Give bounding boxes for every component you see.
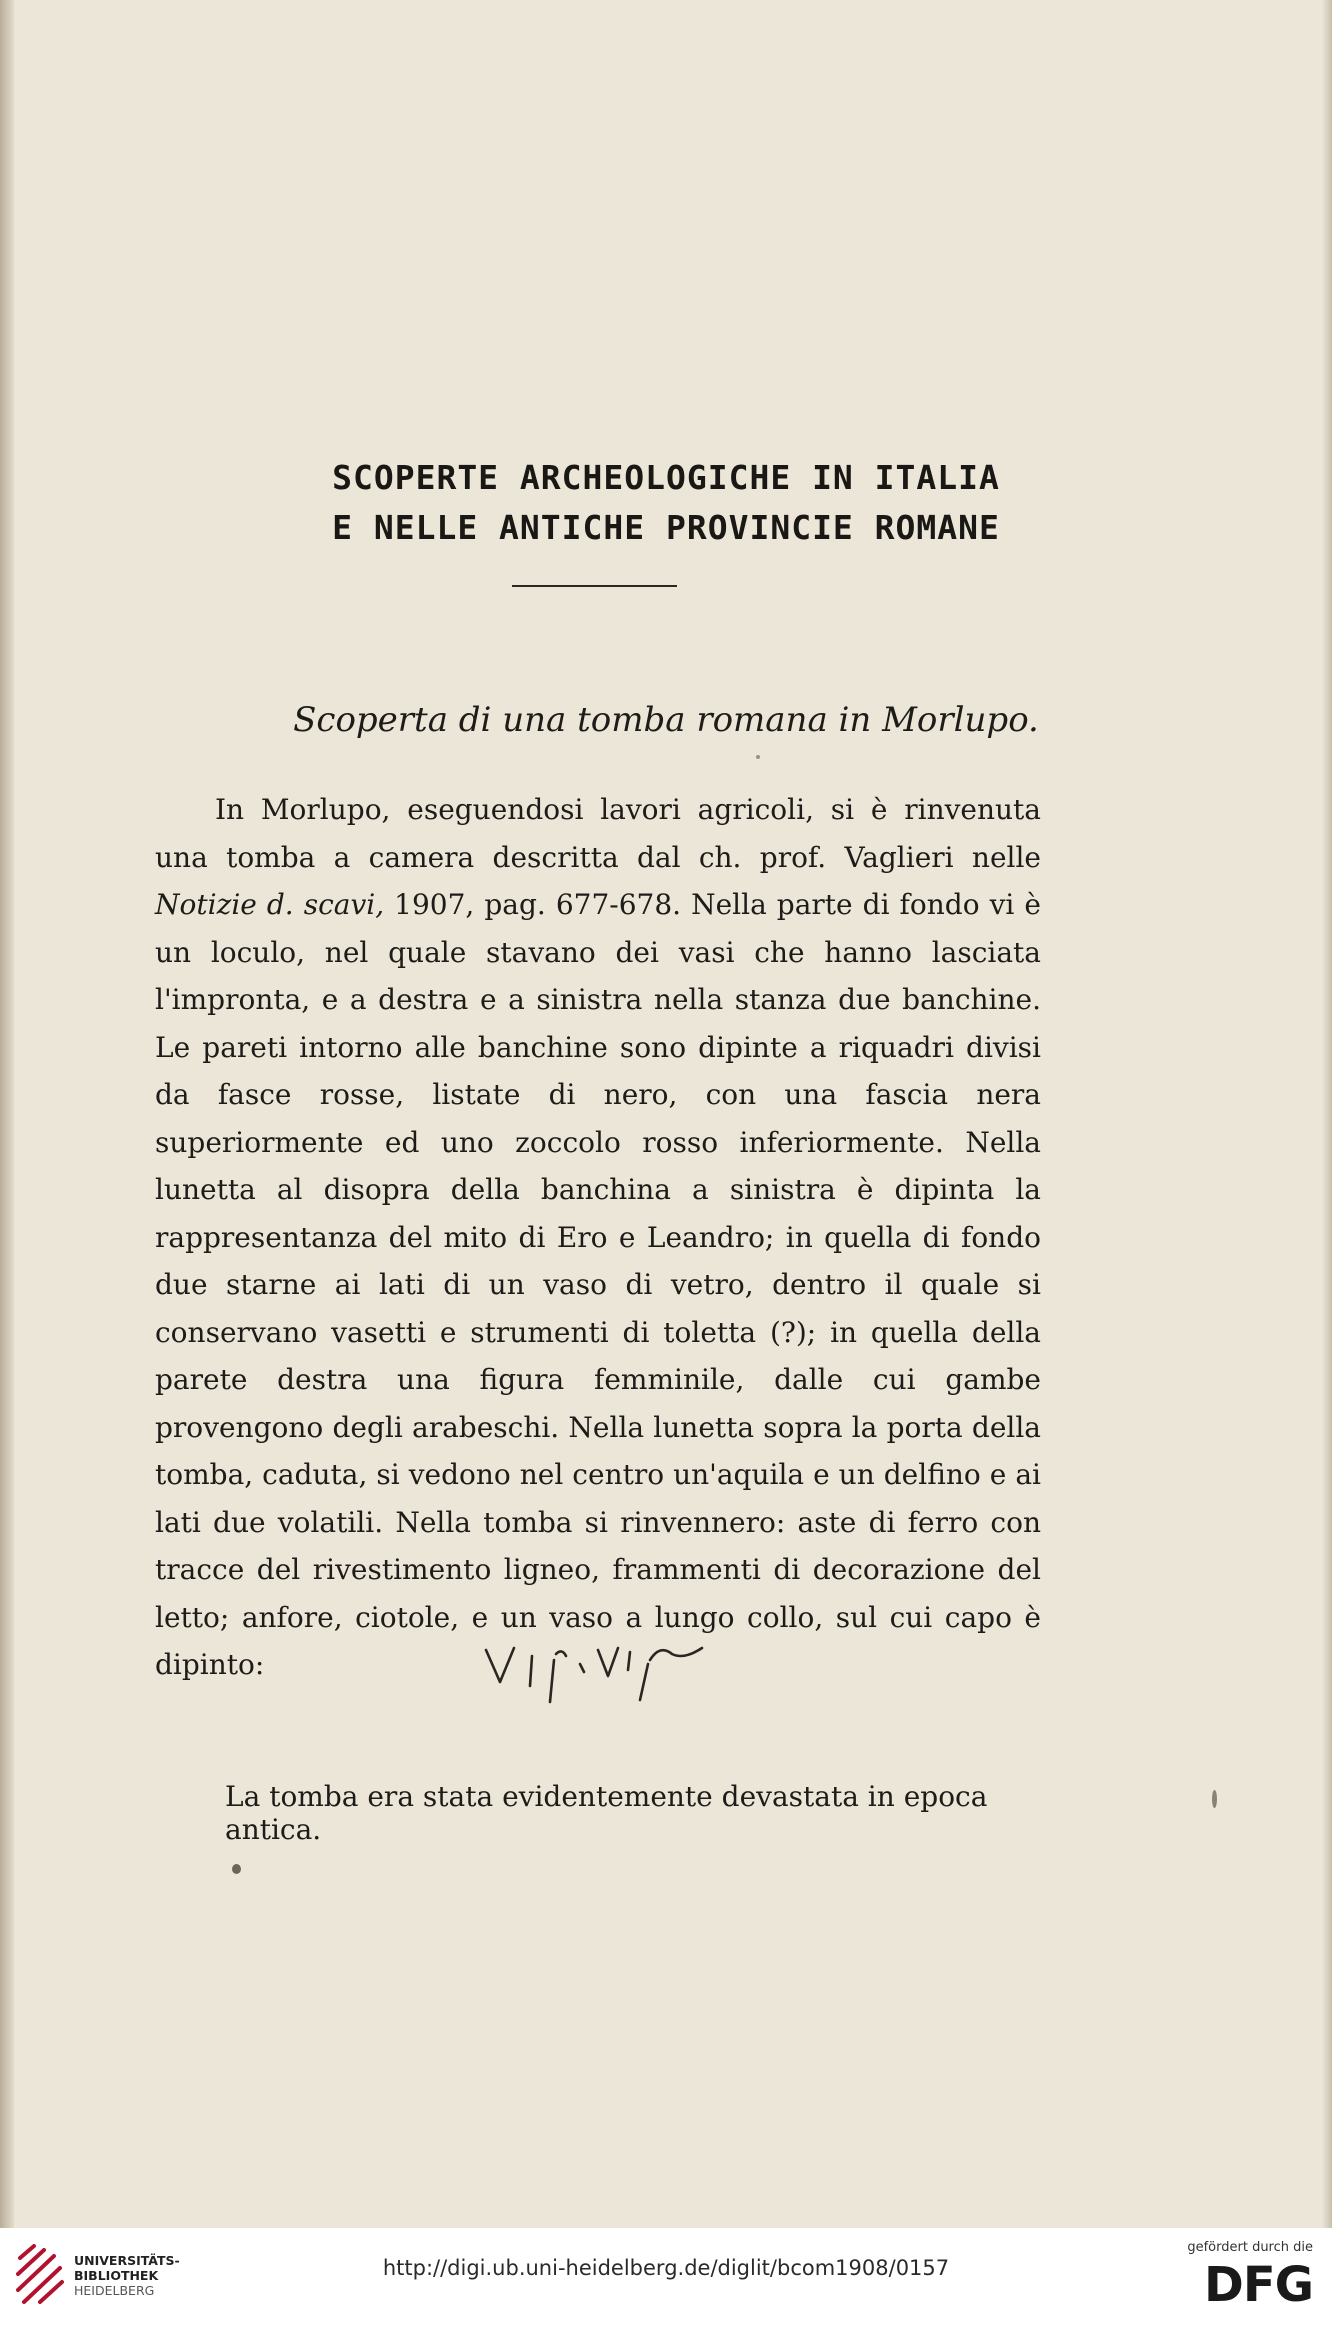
library-name-line-3: HEIDELBERG [74,2283,155,2298]
paper-speck [1212,1790,1217,1808]
closing-sentence: La tomba era stata evidentemente devastata in epoca antica. [225,1780,988,1846]
paper-speck [232,1864,241,1874]
article-paragraph [155,786,1041,1689]
article-subtitle: Scoperta di una tomba romana in Morlupo. [293,700,1039,740]
heading-line-2: E NELLE ANTICHE PROVINCIE ROMANE [332,508,1000,547]
painted-inscription-icon [480,1620,750,1710]
page-right-edge [1322,0,1332,2228]
paragraph-part-1: In Morlupo, eseguendosi lavori agricoli, si è rinvenuta una tomba a camera descritta dal ch. prof. Vaglieri nelle [155,793,1041,874]
library-name-line-1: UNIVERSITÄTS- [74,2253,180,2268]
heading-divider [512,585,677,587]
funder-label: gefördert durch die [1187,2240,1313,2255]
paragraph-part-2: 1907, pag. 677-678. Nella parte di fondo vi è un loculo, nel quale stavano dei vasi che hanno lasciata l'impronta, e a destra e a sinistra nella stanza due banchine. Le pareti intorno alle banchine sono dipinte a riquadri divisi da fasce rosse, listate di nero, con una fascia nera superiormente ed uno zoccolo rosso inferiormente. Nella lunetta al disopra della banchina a sinistra è dipinta la rappresentanza del mito di Ero e Leandro; in quella di fondo due starne ai lati di un vaso di vetro, dentro il quale si conservano vasetti e strumenti di toletta (?); in quella della parete destra una figura femminile, dalle cui gambe provengono degli arabeschi. Nella lunetta sopra la porta della tomba, caduta, si vedono nel centro un'aquila e un delfino e ai lati due volatili. Nella tomba si rinvennero: aste di ferro con tracce del rivestimento ligneo, frammenti di decorazione del letto; anfore, ciotole, e un vaso a lungo collo, sul cui capo è dipinto: [155,888,1041,1681]
library-name-line-2: BIBLIOTHEK [74,2268,159,2283]
page-binding-edge [0,0,14,2228]
paper-speck [756,755,760,759]
paragraph-citation: Notizie d. scavi, [155,888,385,921]
heading-line-1: SCOPERTE ARCHEOLOGICHE IN ITALIA [332,458,1000,497]
permalink-url[interactable]: http://digi.ub.uni-heidelberg.de/diglit/bcom1908/0157 [382,2256,950,2280]
dfg-logo: DFG [1203,2257,1313,2313]
